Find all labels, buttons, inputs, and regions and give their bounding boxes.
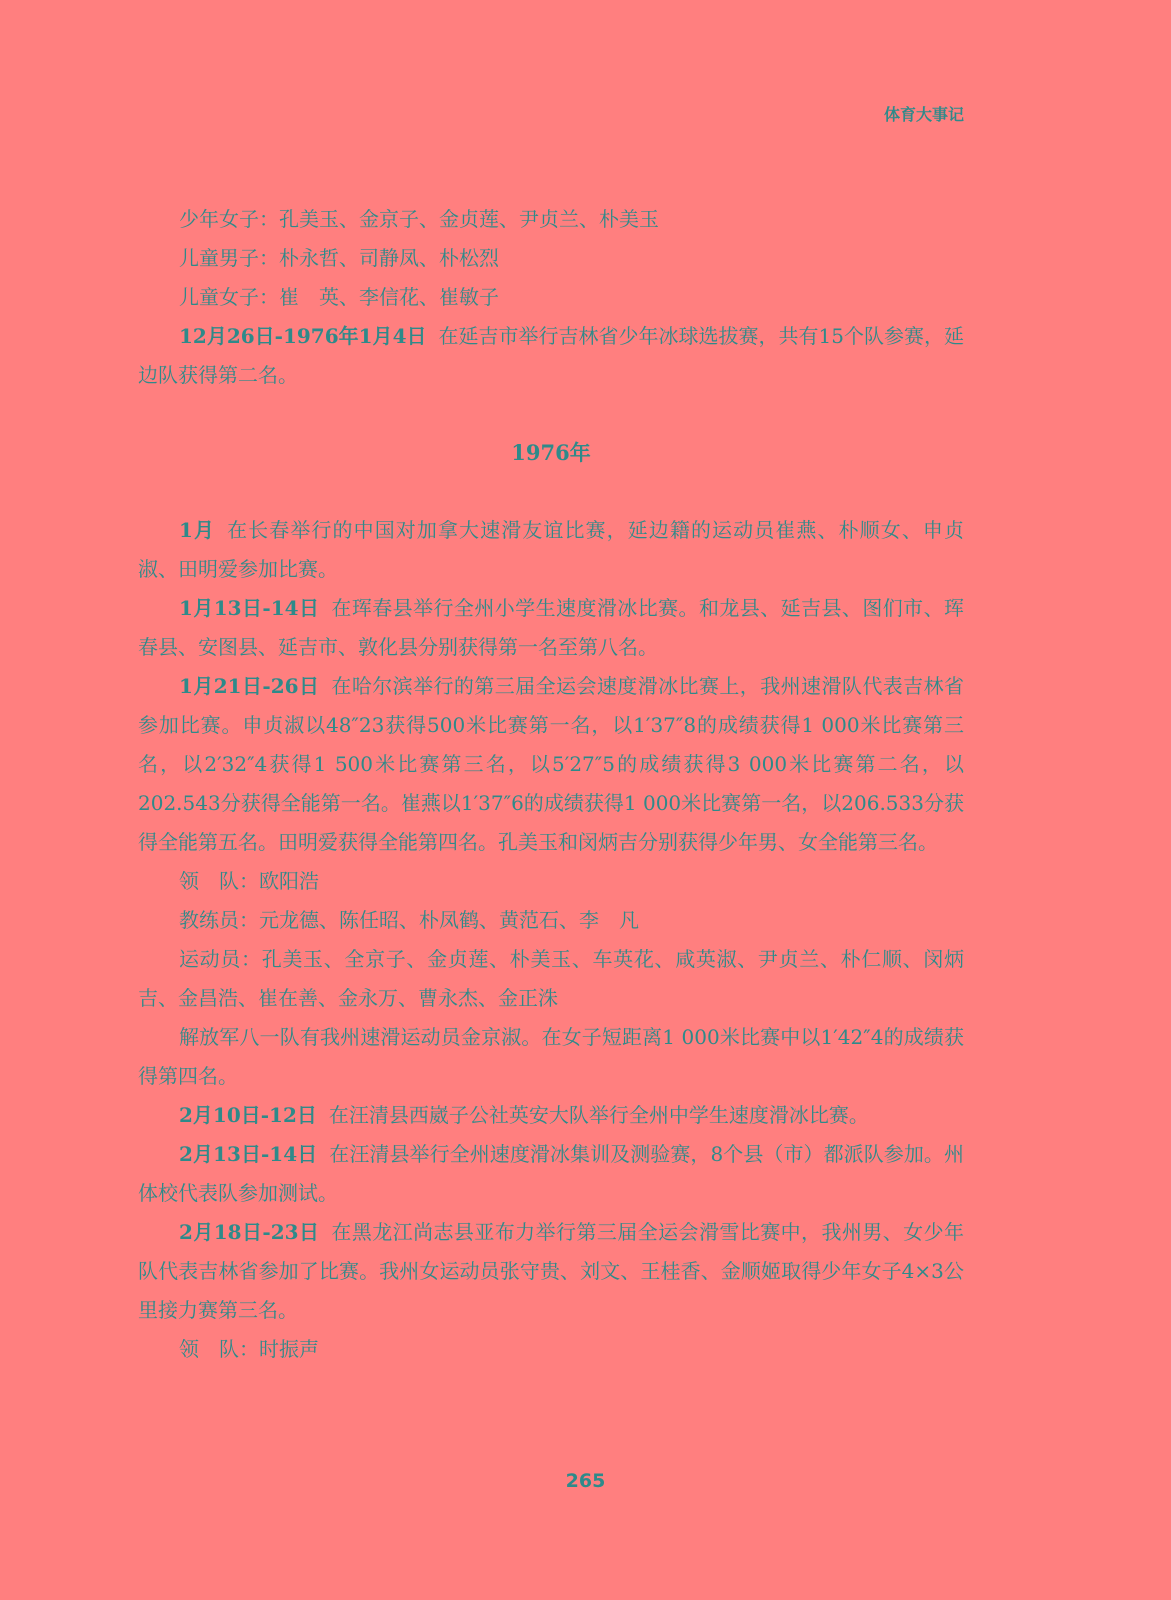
paragraph-text: 运动员：孔美玉、全京子、金贞莲、朴美玉、车英花、咸英淑、尹贞兰、朴仁顺、闵炳吉、金昌浩、崔在善、金永万、曹永杰、金正洙	[138, 947, 964, 1010]
running-header: 体育大事记	[883, 105, 964, 124]
paragraph-text: 领 队：欧阳浩	[179, 869, 319, 893]
paragraph-text: 在珲春县举行全州小学生速度滑冰比赛。和龙县、延吉县、图们市、珲春县、安图县、延吉市、敦化县分别获得第一名至第八名。	[138, 596, 964, 659]
paragraph-jan21-event	[138, 667, 964, 862]
paragraph-text: 解放军八一队有我州速滑运动员金京淑。在女子短距离1 000米比赛中以1′42″4的成绩获得第四名。	[138, 1025, 964, 1088]
paragraph-jan13-event	[138, 589, 964, 667]
paragraph-text: 在哈尔滨举行的第三届全运会速度滑冰比赛上，我州速滑队代表吉林省参加比赛。申贞淑以48″23获得500米比赛第一名，以1′37″8的成绩获得1 000米比赛第三名，以2′32″4获得1 500米比赛第三名，以5′27″5的成绩获得3 000米比赛第二名，以202.543分获得全能第一名。崔燕以1′37″6的成绩获得1 000米比赛第一名，以206.533分获得全能第五名。田明爱获得全能第四名。孔美玉和闵炳吉分别获得少年男、女全能第三名。	[138, 674, 964, 854]
paragraph-feb18-event	[138, 1213, 964, 1330]
paragraph-junior-girls	[138, 200, 964, 239]
paragraph-text: 在汪清县西崴子公社英安大队举行全州中学生速度滑冰比赛。	[328, 1103, 869, 1127]
paragraph-children-girls	[138, 278, 964, 317]
paragraph-text: 在黑龙江尚志县亚布力举行第三届全运会滑雪比赛中，我州男、女少年队代表吉林省参加了比赛。我州女运动员张守贵、刘文、王桂香、金顺姬取得少年女子4×3公里接力赛第三名。	[138, 1220, 964, 1322]
paragraph-team-leader	[138, 862, 964, 901]
paragraph-text: 儿童男子：朴永哲、司静凤、朴松烈	[179, 246, 499, 270]
paragraph-text: 在汪清县举行全州速度滑冰集训及测验赛，8个县（市）都派队参加。州体校代表队参加测试。	[138, 1142, 964, 1205]
paragraph-feb10-event	[138, 1096, 964, 1135]
paragraph-text: 在长春举行的中国对加拿大速滑友谊比赛，延边籍的运动员崔燕、朴顺女、申贞淑、田明爱参加比赛。	[138, 518, 965, 581]
paragraph-coaches	[138, 901, 964, 940]
paragraph-feb13-event	[138, 1135, 964, 1213]
event-date: 1月13日-14日	[179, 596, 320, 620]
body-text	[138, 200, 964, 1369]
paragraph-bayi-team	[138, 1018, 964, 1096]
event-date: 1月	[179, 518, 216, 542]
paragraph-text: 少年女子：孔美玉、金京子、金贞莲、尹贞兰、朴美玉	[179, 207, 659, 231]
year-heading: 1976年	[511, 440, 591, 465]
paragraph-text: 教练员：元龙德、陈任昭、朴凤鹤、黄范石、李 凡	[179, 908, 639, 932]
event-date: 2月13日-14日	[179, 1142, 318, 1166]
page-number: 265	[565, 1470, 606, 1492]
event-date: 12月26日-1976年1月4日	[179, 324, 427, 348]
paragraph-children-boys	[138, 239, 964, 278]
event-date: 1月21日-26日	[179, 674, 320, 698]
paragraph-athletes	[138, 940, 964, 1018]
paragraph-team-leader-2	[138, 1330, 964, 1369]
paragraph-text: 在延吉市举行吉林省少年冰球选拔赛，共有15个队参赛，延边队获得第二名。	[138, 324, 964, 387]
paragraph-text: 儿童女子：崔 英、李信花、崔敏子	[179, 285, 499, 309]
paragraph-text: 领 队：时振声	[179, 1337, 319, 1361]
paragraph-jan-event	[138, 511, 964, 589]
event-date: 2月18日-23日	[179, 1220, 320, 1244]
paragraph-dec26-event	[138, 317, 964, 395]
event-date: 2月10日-12日	[179, 1103, 317, 1127]
